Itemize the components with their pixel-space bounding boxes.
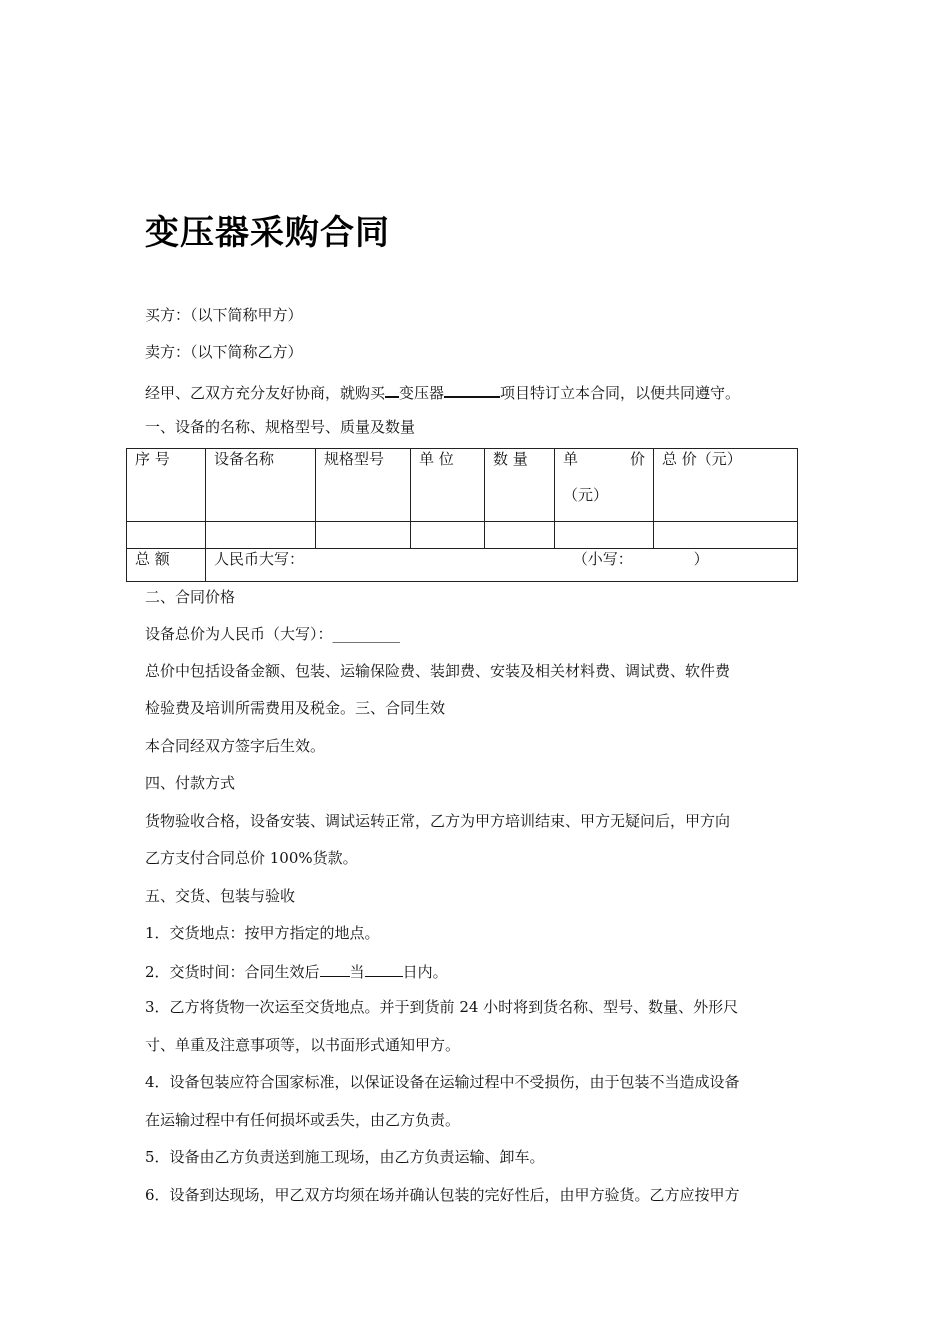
unit-price-label xyxy=(563,449,645,469)
unit-price-char-1: 单 xyxy=(563,450,579,468)
total-amount-cell xyxy=(206,549,798,582)
delivery-time-mid: 当 xyxy=(349,963,365,981)
table-total-row xyxy=(127,549,798,582)
equipment-table xyxy=(126,448,798,582)
seller-line: 卖方：（以下简称乙方） xyxy=(145,343,303,361)
delivery-time-suffix: 日内。 xyxy=(402,963,448,981)
delivery-item-2 xyxy=(145,960,448,982)
delivery-item-1: 1．交货地点：按甲方指定的地点。 xyxy=(145,924,380,942)
price-blank: _________ xyxy=(332,625,401,643)
delivery-blank-2 xyxy=(365,960,403,977)
header-unit-price xyxy=(555,449,654,522)
header-serial: 序 号 xyxy=(127,449,206,522)
unit-price-char-2: 价 xyxy=(629,450,645,468)
header-spec-model: 规格型号 xyxy=(316,449,411,522)
table-cell xyxy=(127,522,206,549)
document-title: 变压器采购合同 xyxy=(145,213,390,253)
buyer-line: 买方：（以下简称甲方） xyxy=(145,306,303,324)
intro-line xyxy=(145,380,740,403)
intro-blank-short xyxy=(385,380,399,398)
table-row xyxy=(127,522,798,549)
unit-price-unit: （元） xyxy=(563,486,609,504)
header-unit: 单 位 xyxy=(411,449,485,522)
delivery-time-prefix: 2．交货时间：合同生效后 xyxy=(145,963,320,981)
header-total-price: 总 价（元） xyxy=(654,449,798,522)
intro-prefix: 经甲、乙双方充分友好协商，就购买 xyxy=(145,384,386,402)
payment-text-2: 乙方支付合同总价 100%货款。 xyxy=(145,849,358,867)
total-lower-close: ） xyxy=(693,550,709,568)
intro-item: 变压器 xyxy=(399,384,445,402)
section-2-heading: 二、合同价格 xyxy=(145,588,236,606)
price-label: 设备总价为人民币（大写）： xyxy=(145,625,333,643)
total-label: 总 额 xyxy=(127,549,206,582)
total-lower: （小写： xyxy=(572,550,633,568)
delivery-item-3-line-1: 3．乙方将货物一次运至交货地点。并于到货前 24 小时将到货名称、型号、数量、外形尺 xyxy=(145,998,739,1016)
intro-suffix: 项目特订立本合同，以便共同遵守。 xyxy=(500,384,741,402)
section-4-heading: 四、付款方式 xyxy=(145,774,236,792)
price-line xyxy=(145,624,400,644)
section-5-heading: 五、交货、包装与验收 xyxy=(145,887,296,905)
table-cell xyxy=(654,522,798,549)
table-cell xyxy=(206,522,316,549)
header-equipment-name: 设备名称 xyxy=(206,449,316,522)
section-1-heading: 一、设备的名称、规格型号、质量及数量 xyxy=(145,418,416,436)
total-rmb-upper: 人民币大写： xyxy=(214,550,305,568)
payment-text-1: 货物验收合格，设备安装、调试运转正常，乙方为甲方培训结束、甲方无疑问后，甲方向 xyxy=(145,812,731,830)
table-cell xyxy=(411,522,485,549)
table-cell xyxy=(485,522,555,549)
table-cell xyxy=(555,522,654,549)
delivery-item-4-line-1: 4．设备包装应符合国家标准，以保证设备在运输过程中不受损伤，由于包装不当造成设备 xyxy=(145,1073,740,1091)
price-description-1: 总价中包括设备金额、包装、运输保险费、装卸费、安装及相关材料费、调试费、软件费 xyxy=(145,662,731,680)
header-quantity: 数 量 xyxy=(485,449,555,522)
intro-blank-long xyxy=(444,380,500,398)
table-cell xyxy=(316,522,411,549)
delivery-blank-1 xyxy=(320,960,350,977)
delivery-item-6: 6．设备到达现场，甲乙双方均须在场并确认包装的完好性后，由甲方验货。乙方应按甲方 xyxy=(145,1186,740,1204)
delivery-item-3-line-2: 寸、单重及注意事项等，以书面形式通知甲方。 xyxy=(145,1036,461,1054)
delivery-item-5: 5．设备由乙方负责送到施工现场，由乙方负责运输、卸车。 xyxy=(145,1148,545,1166)
table-header-row xyxy=(127,449,798,522)
delivery-item-4-line-2: 在运输过程中有任何损坏或丢失，由乙方负责。 xyxy=(145,1111,461,1129)
effect-text: 本合同经双方签字后生效。 xyxy=(145,737,326,755)
price-description-2: 检验费及培训所需费用及税金。三、合同生效 xyxy=(145,699,446,717)
